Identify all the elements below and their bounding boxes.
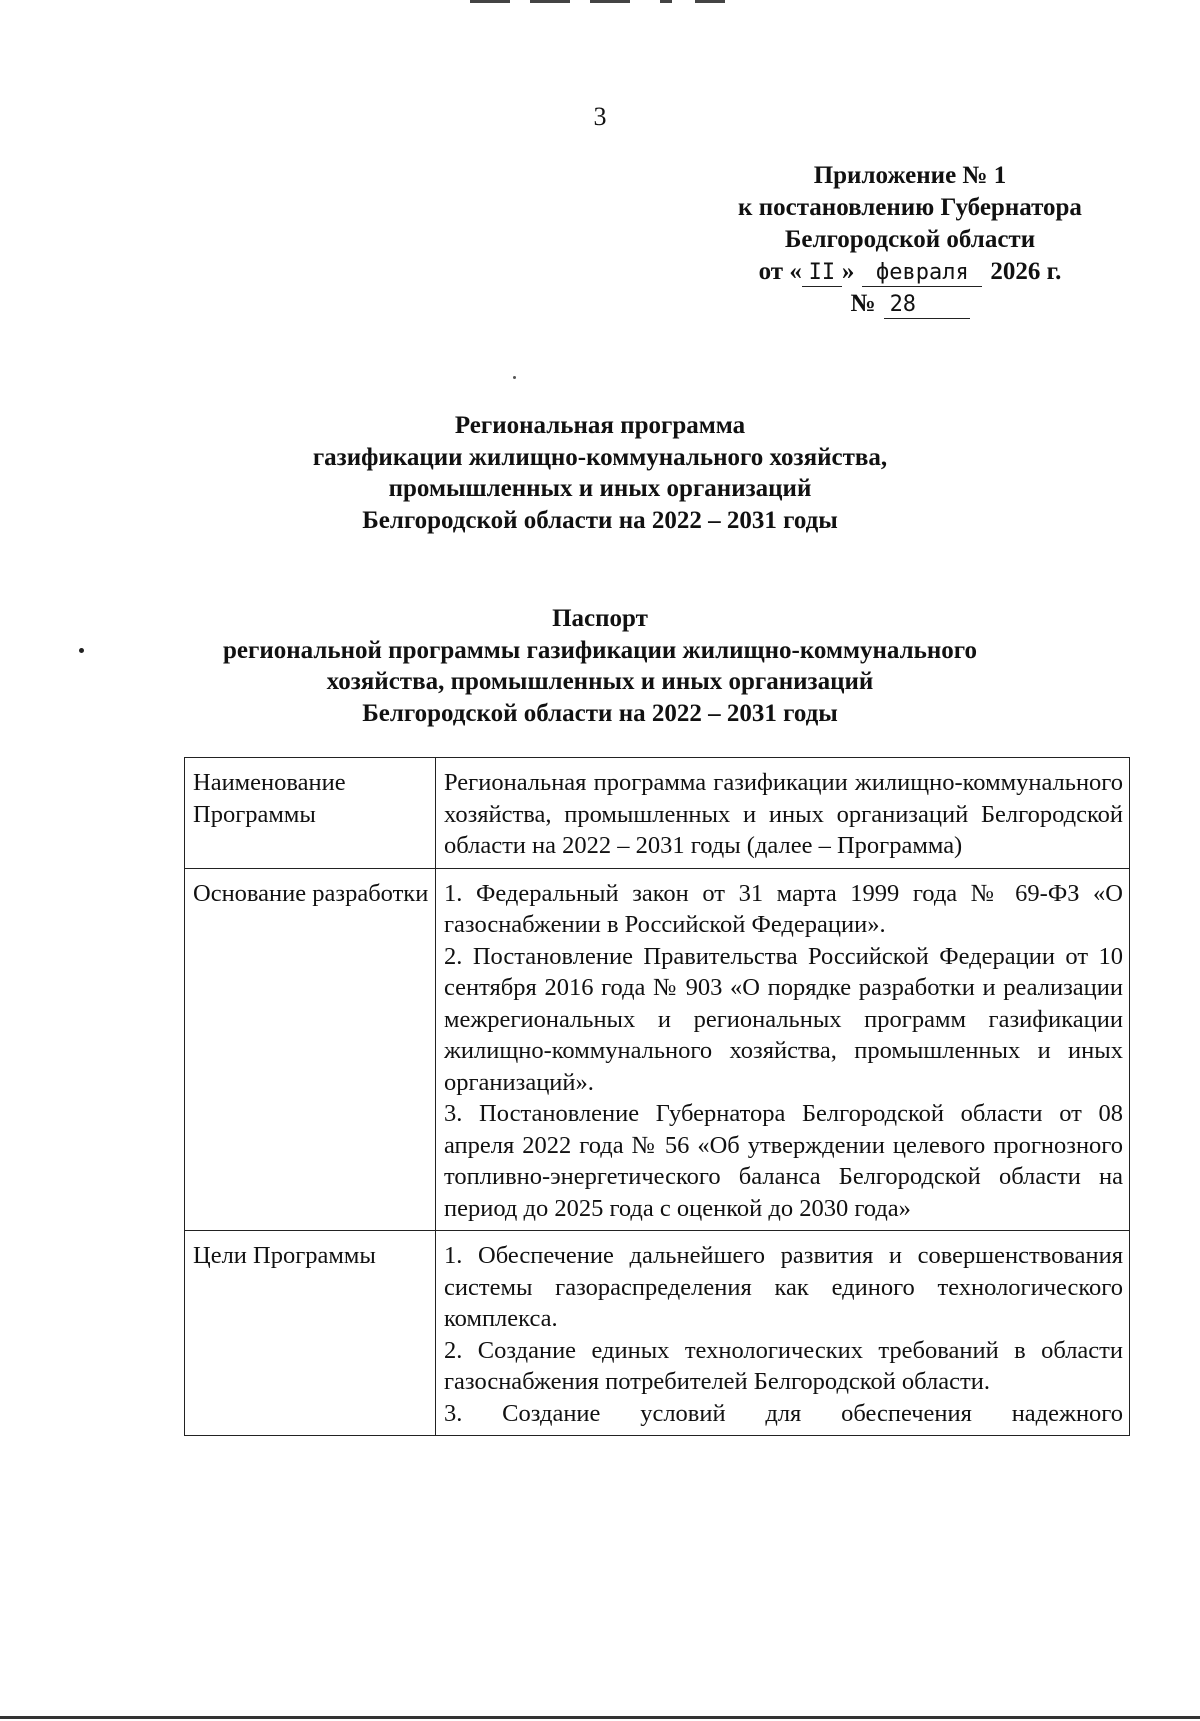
list-item: 1. Обеспечение дальнейшего развития и совершенствования системы газораспределения как единого технологического комплекса. <box>444 1242 1123 1332</box>
date-month-handwritten: февраля <box>862 260 982 287</box>
appendix-date <box>700 256 1120 288</box>
appendix-number <box>700 288 1120 320</box>
passport-heading <box>0 603 1200 729</box>
scan-bottom-edge <box>0 1716 1200 1719</box>
scan-edge-mark <box>470 0 770 4</box>
title-line-1: Региональная программа <box>454 412 746 439</box>
appendix-line-3: Белгородской области <box>784 226 1036 253</box>
title-line-3: промышленных и иных организаций <box>388 475 812 502</box>
passport-line-1: Паспорт <box>552 605 648 632</box>
row-value <box>436 868 1130 1231</box>
list-item: 3. Постановление Губернатора Белгородской области от 08 апреля 2022 года № 56 «Об утверждении целевого прогнозного топливно-энергетического баланса Белгородской области на период до 2025 года с оценкой до 2030 года» <box>444 1100 1123 1222</box>
table-row-name <box>185 758 1130 869</box>
table-row-goals <box>185 1231 1130 1436</box>
page-number: 3 <box>593 102 607 131</box>
list-item: 2. Постановление Правительства Российской Федерации от 10 сентября 2016 года № 903 «О порядке разработки и реализации межрегиональных и региональных программ газификации жилищно-коммунального хозяйства, промышленных и иных организаций». <box>444 942 1123 1096</box>
row-label: Цели Программы <box>185 1231 436 1436</box>
appendix-title: Приложение № 1 <box>813 162 1007 189</box>
row-text: Региональная программа газификации жилищно-коммунального хозяйства, промышленных и иных организаций Белгородской области на 2022 – 2031 годы (далее – Программа) <box>444 769 1123 859</box>
row-label: Наименование Программы <box>185 758 436 869</box>
passport-line-4: Белгородской области на 2022 – 2031 годы <box>362 699 838 727</box>
row-value <box>436 758 1130 869</box>
row-label: Основание разработки <box>185 868 436 1231</box>
date-mid: » <box>841 258 855 285</box>
list-item: 3. Создание условий для обеспечения надежного <box>444 1399 1123 1427</box>
table-row-basis <box>185 868 1130 1231</box>
passport-line-3: хозяйства, промышленных и иных организаций <box>326 668 874 695</box>
appendix-header <box>700 160 1120 320</box>
date-year: 2026 г. <box>990 258 1062 285</box>
appendix-line-2: к постановлению Губернатора <box>738 194 1082 221</box>
scan-speck <box>513 376 516 379</box>
date-day-handwritten: II <box>802 260 842 287</box>
list-item: 2. Создание единых технологических требований в области газоснабжения потребителей Белгородской области. <box>444 1336 1123 1395</box>
date-prefix: от « <box>758 258 802 285</box>
passport-line-2: региональной программы газификации жилищно-коммунального <box>222 636 978 664</box>
number-sign: № <box>850 290 876 317</box>
row-value <box>436 1231 1130 1436</box>
title-line-4: Белгородской области на 2022 – 2031 годы <box>362 506 838 534</box>
number-handwritten: 28 <box>884 292 970 319</box>
passport-table <box>184 757 1130 1436</box>
program-title <box>0 410 1200 536</box>
title-line-2: газификации жилищно-коммунального хозяйства, <box>312 443 888 471</box>
list-item: 1. Федеральный закон от 31 марта 1999 года № 69-ФЗ «О газоснабжении в Российской Федерации». <box>444 879 1123 938</box>
